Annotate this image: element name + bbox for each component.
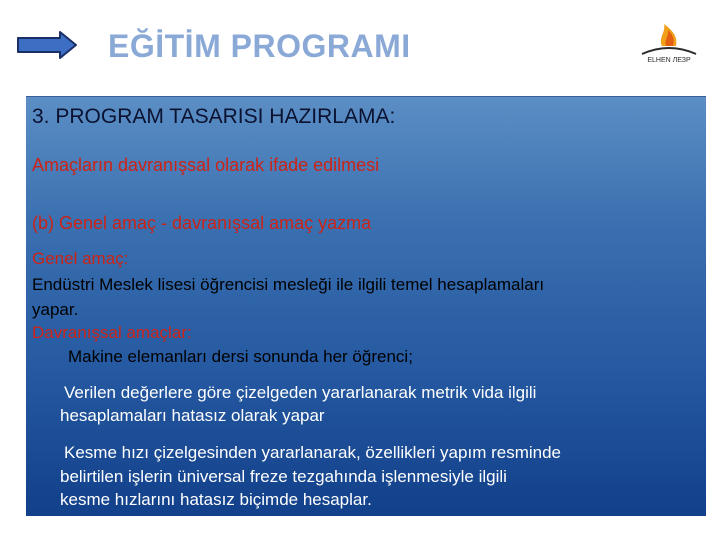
objective-title: Amaçların davranışsal olarak ifade edilmesi [32, 155, 380, 175]
item2-line1: Kesme hızı çizelgesinden yararlanarak, özellikleri yapım resminde [64, 443, 561, 462]
item2-line3: kesme hızlarını hatasız biçimde hesaplar. [60, 490, 372, 509]
behavioral-label: Davranışsal amaçlar: [32, 323, 192, 342]
content-panel [26, 96, 706, 516]
general-goal-label: Genel amaç: [32, 249, 129, 268]
logo-text: ELHEN ЛЕЗР [647, 57, 691, 64]
right-arrow-icon [16, 30, 78, 60]
page-title: EĞİTİM PROGRAMI [108, 28, 411, 64]
item1-line2: hesaplamaları hatasız olarak yapar [60, 406, 325, 425]
section-b-title: (b) Genel amaç - davranışsal amaç yazma [32, 213, 372, 233]
section-heading: 3. PROGRAM TASARISI HAZIRLAMA: [32, 105, 396, 128]
item1-line1: Verilen değerlere göre çizelgeden yararlanarak metrik vida ilgili [64, 383, 537, 402]
behavioral-intro: Makine elemanları dersi sonunda her öğrenci; [68, 347, 413, 366]
item2-line2: belirtilen işlerin üniversal freze tezgahında işlenmesiyle ilgili [60, 467, 507, 486]
general-goal-line1: Endüstri Meslek lisesi öğrencisi mesleği ile ilgili temel hesaplamaları [32, 275, 545, 294]
general-goal-line2: yapar. [32, 300, 79, 319]
flame-logo-icon [636, 18, 702, 68]
